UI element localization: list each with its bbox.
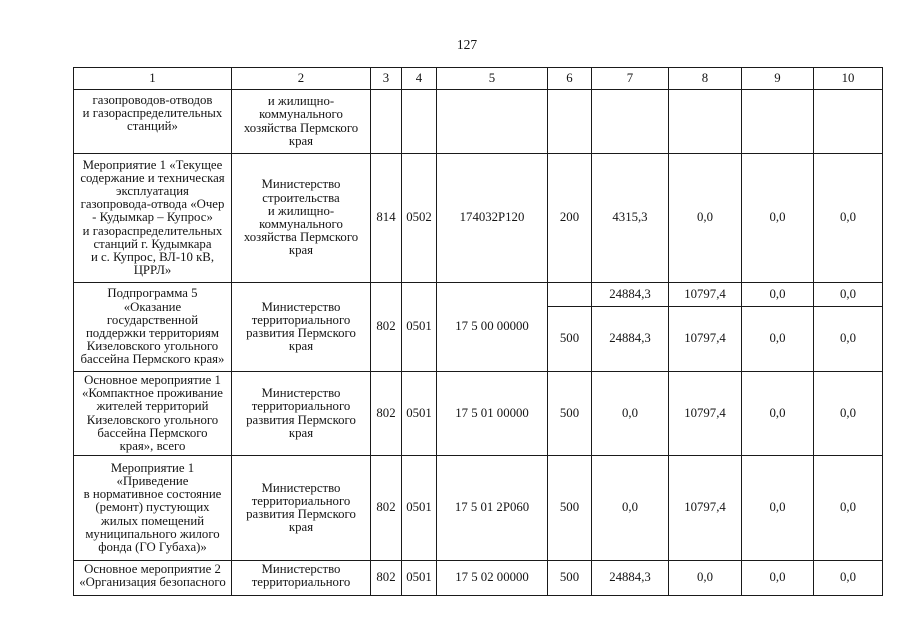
row-1-col-3-cell: 814 bbox=[371, 154, 402, 283]
row-2-col-3-cell: 802 bbox=[371, 283, 402, 372]
row-2-sub-1-col-8-cell: 10797,4 bbox=[669, 307, 742, 372]
row-5-col-6-cell: 500 bbox=[548, 561, 592, 596]
row-5-col-3-cell: 802 bbox=[371, 561, 402, 596]
row-5-col-5-cell: 17 5 02 00000 bbox=[437, 561, 548, 596]
row-0-executor-cell: и жилищно- коммунального хозяйства Пермского края bbox=[232, 90, 371, 154]
row-5-name-cell: Основное мероприятие 2 «Организация безопасного bbox=[74, 561, 232, 596]
budget-table bbox=[73, 67, 883, 596]
row-3-col-7-cell: 0,0 bbox=[592, 372, 669, 456]
row-5-col-8-cell: 0,0 bbox=[669, 561, 742, 596]
row-2-sub-0-col-7-cell: 24884,3 bbox=[592, 283, 669, 307]
row-4-col-3-cell: 802 bbox=[371, 456, 402, 561]
row-1-col-9-cell: 0,0 bbox=[742, 154, 814, 283]
row-2-executor-cell: Министерство территориального развития Пермского края bbox=[232, 283, 371, 372]
row-3-executor-cell: Министерство территориального развития Пермского края bbox=[232, 372, 371, 456]
row-4-executor-cell: Министерство территориального развития Пермского края bbox=[232, 456, 371, 561]
row-4-col-4-cell: 0501 bbox=[402, 456, 437, 561]
row-3-name-cell: Основное мероприятие 1 «Компактное проживание жителей территорий Кизеловского угольного бассейна Пермского края», всего bbox=[74, 372, 232, 456]
row-0-name-cell: газопроводов-отводов и газораспределительных станций» bbox=[74, 90, 232, 154]
header-col-8: 8 bbox=[669, 68, 742, 90]
row-4-col-5-cell: 17 5 01 2Р060 bbox=[437, 456, 548, 561]
row-1-executor-cell: Министерство строительства и жилищно- коммунального хозяйства Пермского края bbox=[232, 154, 371, 283]
header-col-6: 6 bbox=[548, 68, 592, 90]
row-2-sub-1-col-10-cell: 0,0 bbox=[814, 307, 883, 372]
row-5-col-9-cell: 0,0 bbox=[742, 561, 814, 596]
row-2-sub-1-col-9-cell: 0,0 bbox=[742, 307, 814, 372]
row-2-sub-0-col-10-cell: 0,0 bbox=[814, 283, 883, 307]
row-4-col-7-cell: 0,0 bbox=[592, 456, 669, 561]
row-1-col-6-cell: 200 bbox=[548, 154, 592, 283]
row-1-col-4-cell: 0502 bbox=[402, 154, 437, 283]
page-number: 127 bbox=[456, 37, 478, 52]
row-0-col-9-cell bbox=[742, 90, 814, 154]
row-0-col-8-cell bbox=[669, 90, 742, 154]
row-5-col-10-cell: 0,0 bbox=[814, 561, 883, 596]
row-0-col-7-cell bbox=[592, 90, 669, 154]
row-5-executor-cell: Министерство территориального bbox=[232, 561, 371, 596]
row-4-col-9-cell: 0,0 bbox=[742, 456, 814, 561]
row-1-col-7-cell: 4315,3 bbox=[592, 154, 669, 283]
row-0-col-4-cell bbox=[402, 90, 437, 154]
row-0-col-6-cell bbox=[548, 90, 592, 154]
row-4-col-10-cell: 0,0 bbox=[814, 456, 883, 561]
row-3-col-6-cell: 500 bbox=[548, 372, 592, 456]
row-2-sub-0-col-6-cell bbox=[548, 283, 592, 307]
row-2-col-4-cell: 0501 bbox=[402, 283, 437, 372]
header-col-2: 2 bbox=[232, 68, 371, 90]
row-0-col-10-cell bbox=[814, 90, 883, 154]
row-5-col-4-cell: 0501 bbox=[402, 561, 437, 596]
header-col-10: 10 bbox=[814, 68, 883, 90]
row-1-name-cell: Мероприятие 1 «Текущее содержание и техническая эксплуатация газопровода-отвода «Очер - Кудымкар – Купрос» и газораспределительных станций г. Кудымкара и с. Купрос, ВЛ-10 кВ, ЦРРЛ» bbox=[74, 154, 232, 283]
row-0-col-3-cell bbox=[371, 90, 402, 154]
header-col-5: 5 bbox=[437, 68, 548, 90]
header-col-1: 1 bbox=[74, 68, 232, 90]
header-col-7: 7 bbox=[592, 68, 669, 90]
row-5-col-7-cell: 24884,3 bbox=[592, 561, 669, 596]
header-col-3: 3 bbox=[371, 68, 402, 90]
row-2-sub-0-col-9-cell: 0,0 bbox=[742, 283, 814, 307]
row-1-col-10-cell: 0,0 bbox=[814, 154, 883, 283]
row-0-col-5-cell bbox=[437, 90, 548, 154]
row-3-col-10-cell: 0,0 bbox=[814, 372, 883, 456]
row-2-col-5-cell: 17 5 00 00000 bbox=[437, 283, 548, 372]
row-3-col-5-cell: 17 5 01 00000 bbox=[437, 372, 548, 456]
row-3-col-4-cell: 0501 bbox=[402, 372, 437, 456]
header-col-4: 4 bbox=[402, 68, 437, 90]
header-col-9: 9 bbox=[742, 68, 814, 90]
row-1-col-5-cell: 174032Р120 bbox=[437, 154, 548, 283]
row-4-col-6-cell: 500 bbox=[548, 456, 592, 561]
row-3-col-3-cell: 802 bbox=[371, 372, 402, 456]
row-3-col-8-cell: 10797,4 bbox=[669, 372, 742, 456]
row-2-sub-1-col-6-cell: 500 bbox=[548, 307, 592, 372]
row-2-sub-0-col-8-cell: 10797,4 bbox=[669, 283, 742, 307]
row-2-sub-1-col-7-cell: 24884,3 bbox=[592, 307, 669, 372]
row-4-name-cell: Мероприятие 1 «Приведение в нормативное состояние (ремонт) пустующих жилых помещений муниципального жилого фонда (ГО Губаха)» bbox=[74, 456, 232, 561]
row-2-name-cell: Подпрограмма 5 «Оказание государственной поддержки территориям Кизеловского угольного бассейна Пермского края» bbox=[74, 283, 232, 372]
row-1-col-8-cell: 0,0 bbox=[669, 154, 742, 283]
row-3-col-9-cell: 0,0 bbox=[742, 372, 814, 456]
row-4-col-8-cell: 10797,4 bbox=[669, 456, 742, 561]
